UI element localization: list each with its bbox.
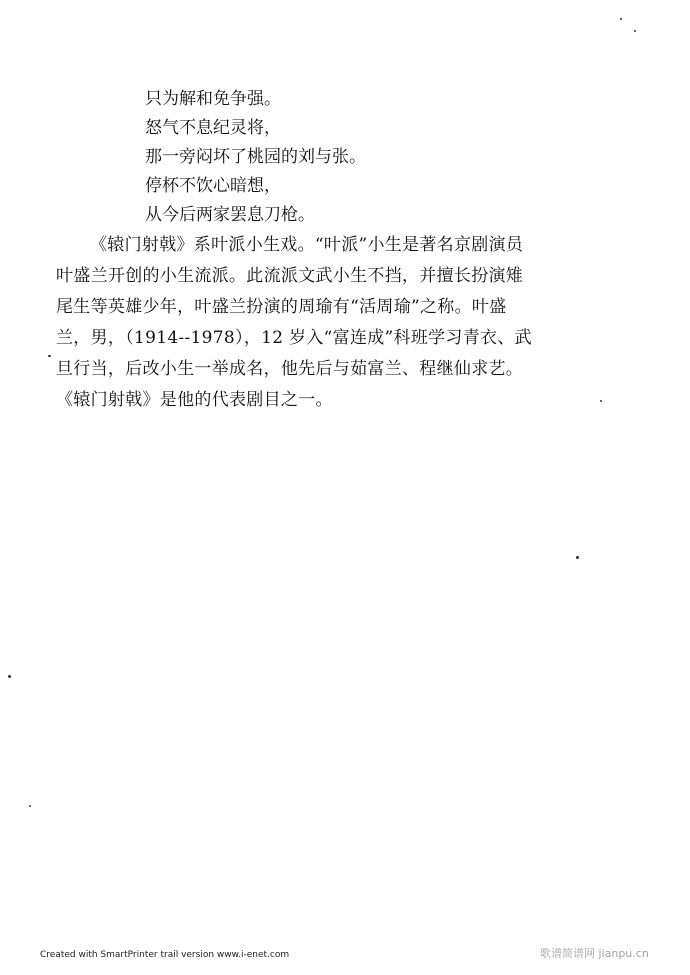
paragraph-line: 《辕门射戟》系叶派小生戏。“叶派”小生是著名京剧演员 <box>90 235 524 255</box>
scan-speck <box>600 400 602 402</box>
verse-line: 怒气不息纪灵将， <box>145 118 281 138</box>
scan-speck <box>48 355 51 357</box>
verse-line: 只为解和免争强。 <box>145 89 281 109</box>
footer-created-with: Created with SmartPrinter trail version www.i-enet.com <box>40 950 290 960</box>
scan-speck <box>634 30 636 32</box>
paragraph-line: 旦行当，后改小生一举成名，他先后与茹富兰、程继仙求艺。 <box>56 359 524 379</box>
verse-line: 停杯不饮心暗想， <box>145 176 281 196</box>
footer-watermark: 歌谱简谱网 jianpu.cn <box>540 947 649 960</box>
paragraph-line: 尾生等英雄少年，叶盛兰扮演的周瑜有“活周瑜”之称。叶盛 <box>56 297 507 317</box>
scan-speck <box>29 805 31 807</box>
verse-block <box>145 85 645 230</box>
paragraph-line: 兰，男，（1914--1978），12 岁入“富连成”科班学习青衣、武 <box>56 328 532 348</box>
prose-paragraph <box>56 230 646 416</box>
paragraph-line: 《辕门射戟》是他的代表剧目之一。 <box>56 390 333 410</box>
paragraph-line: 叶盛兰开创的小生流派。此流派文武小生不挡，并擅长扮演雉 <box>56 266 524 286</box>
scan-speck <box>8 675 11 678</box>
scan-speck <box>576 556 579 559</box>
scan-speck <box>620 18 622 20</box>
verse-line: 那一旁闷坏了桃园的刘与张。 <box>145 147 366 167</box>
verse-line: 从今后两家罢息刀枪。 <box>145 205 315 225</box>
